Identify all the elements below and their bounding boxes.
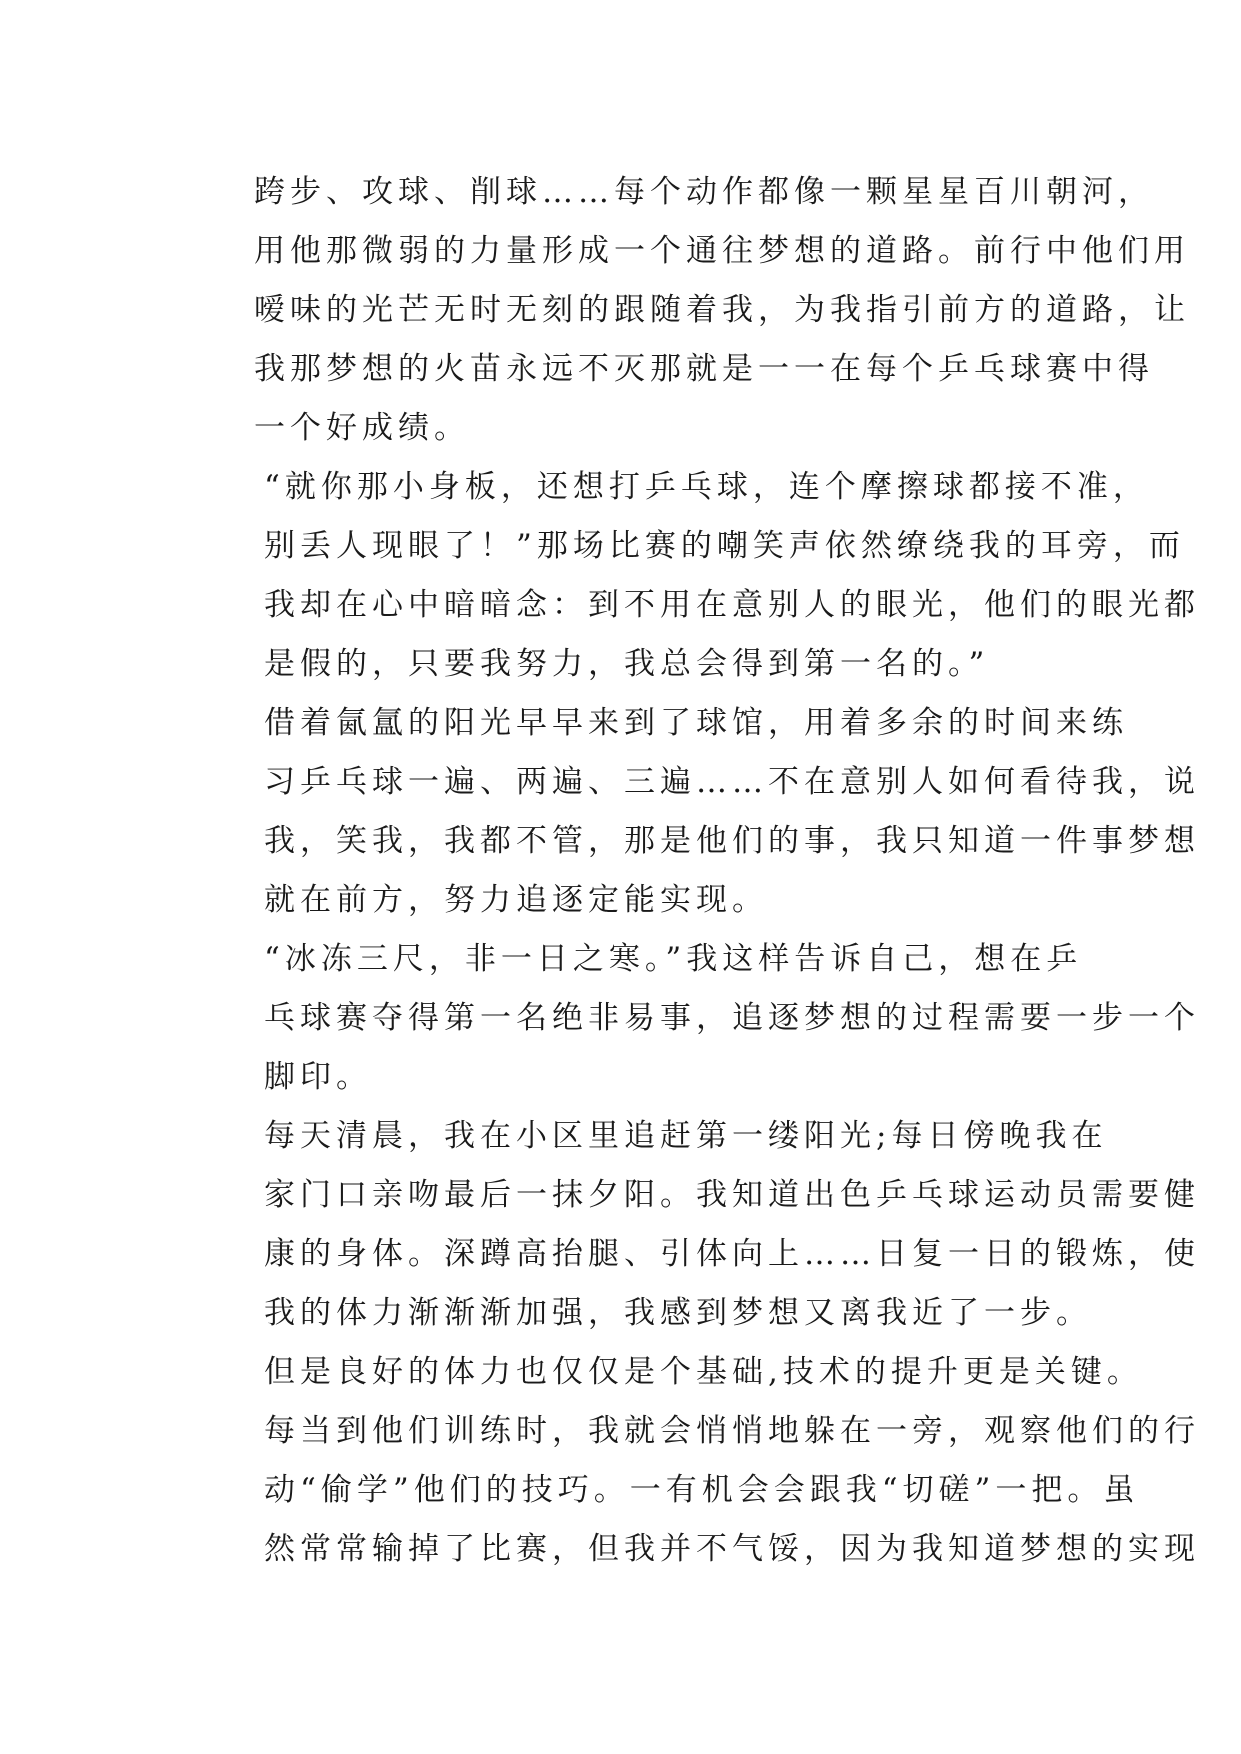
paragraph-4 [192, 930, 1200, 1107]
paragraph-2 [192, 458, 1200, 694]
text-line: 我，笑我，我都不管，那是他们的事，我只知道一件事梦想 [264, 823, 1200, 859]
text-line: 动“偷学”他们的技巧。一有机会会跟我“切磋”一把。虽 [264, 1472, 1140, 1508]
text-line: 借着氤氲的阳光早早来到了球馆，用着多余的时间来练 [264, 705, 1128, 741]
text-line: 每当到他们训练时，我就会悄悄地躲在一旁，观察他们的行 [264, 1413, 1200, 1449]
text-line: 我的体力渐渐渐加强，我感到梦想又离我近了一步。 [264, 1295, 1092, 1331]
text-line: 用他那微弱的力量形成一个通往梦想的道路。前行中他们用 [254, 233, 1190, 269]
text-line: 是假的，只要我努力，我总会得到第一名的。” [264, 646, 990, 682]
text-line: 脚印。 [264, 1059, 372, 1095]
body-text [192, 163, 1200, 1579]
text-line: 但是良好的体力也仅仅是个基础,技术的提升更是关键。 [264, 1354, 1143, 1390]
paragraph-6 [192, 1343, 1200, 1579]
text-line: 跨步、攻球、削球……每个动作都像一颗星星百川朝河， [254, 174, 1154, 210]
text-line: “冰冻三尺，非一日之寒。”我这样告诉自己，想在乒 [264, 941, 1083, 977]
text-line: 康的身体。深蹲高抬腿、引体向上……日复一日的锻炼，使 [264, 1236, 1200, 1272]
text-line: “就你那小身板，还想打乒乓球，连个摩擦球都接不准， [264, 469, 1149, 505]
paragraph-1 [192, 163, 1190, 458]
text-line: 我却在心中暗暗念：到不用在意别人的眼光，他们的眼光都 [264, 587, 1200, 623]
text-line: 家门口亲吻最后一抹夕阳。我知道出色乒乓球运动员需要健 [264, 1177, 1200, 1213]
text-line: 习乒乓球一遍、两遍、三遍……不在意别人如何看待我，说 [264, 764, 1200, 800]
paragraph-3 [192, 694, 1200, 930]
text-line: 别丢人现眼了！”那场比赛的嘲笑声依然缭绕我的耳旁，而 [264, 528, 1185, 564]
text-line: 就在前方，努力追逐定能实现。 [264, 882, 768, 918]
text-line: 每天清晨，我在小区里追赶第一缕阳光;每日傍晚我在 [264, 1118, 1108, 1154]
text-line: 乓球赛夺得第一名绝非易事，追逐梦想的过程需要一步一个 [264, 1000, 1200, 1036]
text-line: 我那梦想的火苗永远不灭那就是一一在每个乒乓球赛中得 [254, 351, 1154, 387]
text-line: 然常常输掉了比赛，但我并不气馁，因为我知道梦想的实现 [264, 1531, 1200, 1567]
paragraph-5 [192, 1107, 1200, 1343]
text-line: 嗳味的光芒无时无刻的跟随着我，为我指引前方的道路，让 [254, 292, 1190, 328]
text-line: 一个好成绩。 [254, 410, 470, 446]
